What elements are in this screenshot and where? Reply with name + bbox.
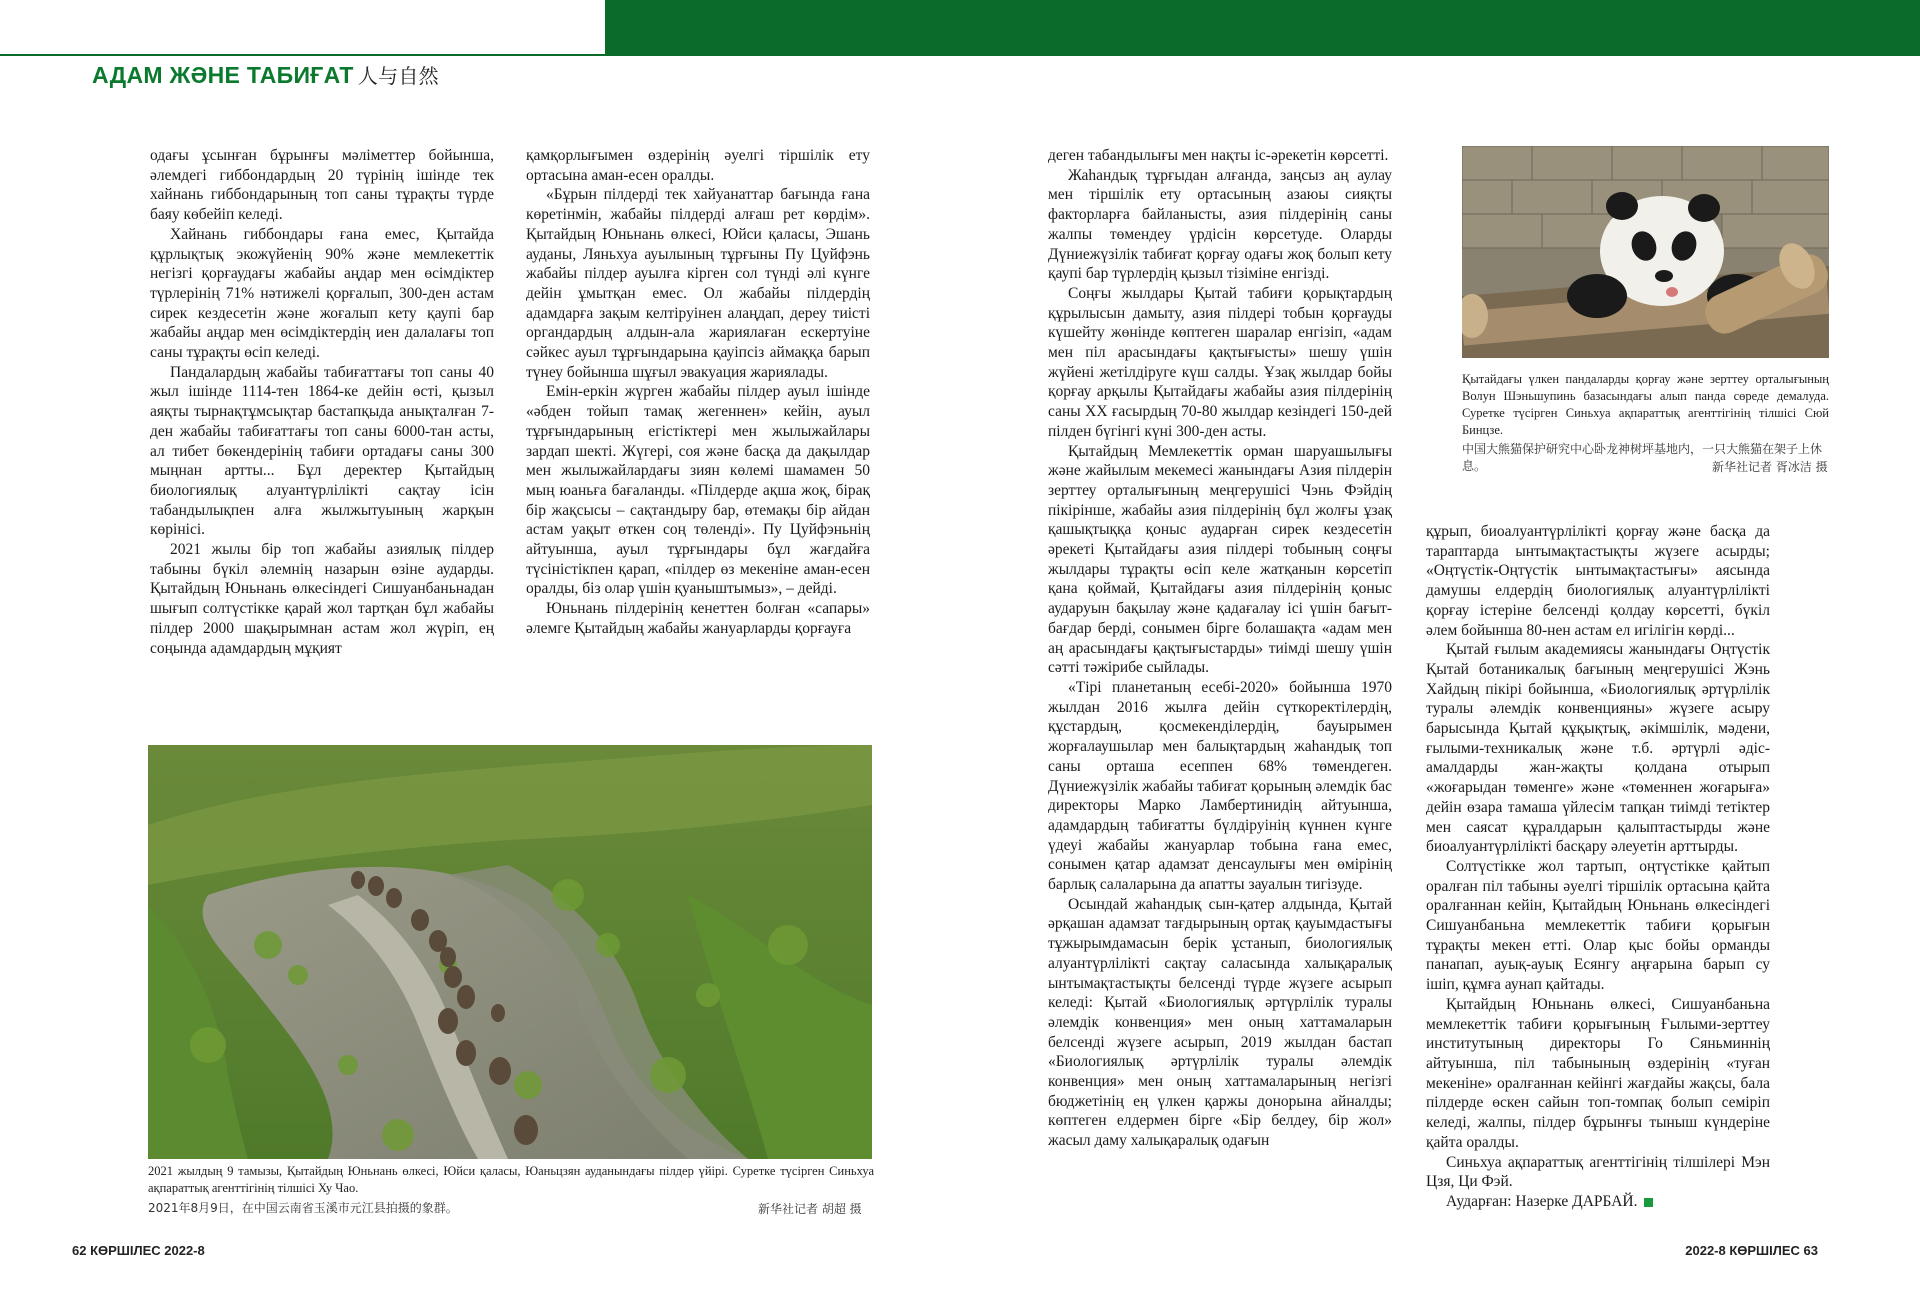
paragraph: 2021 жылы бір топ жабайы азиялық пілдер табыны бүкіл әлемнің назарын өзіне аударды. Қытайдың Юньнань өлкесіндегі Сишуанбаньнадан шығып солтүстікке қарай жол тартқан бұл жабайы пілдер 2000 шақырымнан астам жол жүріп, ең соңында адамдардың мұқият: [150, 541, 494, 657]
paragraph: Соңғы жылдары Қытай табиғи қорықтардың құрылысын дамыту, азия пілдері тобын қорғауды күшейту жөнінде көптеген шаралар енгізіп, «адам мен піл арасындағы қақтығысты» шешу үшін жүйені жетілдіруге күш салды. Ұзақ жылдар бойы қорғау арқылы Қытайдағы жабайы азия пілдерінің саны XX ғасырдың 70-80 жылдар кезіндегі 150-дей пілден бүгінгі күні 300-ден асты.: [1048, 284, 1392, 440]
text-column-1: [150, 146, 494, 664]
section-title-kz: АДАМ ЖӘНЕ ТАБИҒАТ: [92, 62, 354, 88]
paragraph: қамқорлығымен өздерінің әуелгі тіршілік ету ортасына аман-есен оралды.: [526, 147, 870, 184]
panda-caption-cn: 中国大熊猫保护研究中心卧龙神树坪基地内，一只大熊猫在架子上休息。: [1462, 442, 1823, 473]
paragraph: құрып, биоалуантүрлілікті қорғау және басқа да тараптарда ынтымақтастықты жүзеге асырды; «Оңтүстік-Оңтүстік ынтымақтастығы» аясында дамушы елдердің биологиялық алуантүрлілікті қорғау істеріне белсенді қолдау көрсетті, бүкіл әлем бойынша 80-нен астам ел игілігін көрді...: [1426, 523, 1770, 639]
header-green-bar: [605, 0, 1920, 56]
elephant-caption: 2021 жылдың 9 тамызы, Қытайдың Юньнань өлкесі, Юйси қаласы, Юаньцзян ауданындағы пілдер үйірі. Суретке түсірген Синьхуа ақпараттық агенттігінің тілшісі Ху Чао.: [148, 1164, 874, 1195]
elephant-herd-photo: [148, 745, 872, 1159]
paragraph: Қытайдың Мемлекеттік орман шаруашылығы және жайылым мекемесі жанындағы Азия пілдерін зерттеу орталығының меңгерушісі Чэнь Фэйдің пікірінше, жабайы азия пілдерінің бұл жолғы ұзақ қашықтыққа қоныс аударған сирек кездесетін әрекеті Қытайдағы азия пілдері тобының соңғы жылдары тұрақты өсіп келе жатқанын көрсетіп қана қоймай, Қытайдағы азия пілдерінің қоныс аударуын бақылау және қадағалау ісі үшін бағыт-бағдар берді, сонымен бірге болашақта «адам мен аң арасындағы қақтығыстарды» тиімді шешу үшін сәтті тәжірибе сыйлады.: [1048, 442, 1392, 677]
end-of-article-mark: [1644, 1198, 1653, 1207]
paragraph: Пандалардың жабайы табиғаттағы топ саны 40 жыл ішінде 1114-тен 1864-ке дейін өсті, қызыл аяқты тырнақтұмсықтар бастапқыда анықталған 7-ден жабайы табиғаттағы топ саны 6000-тан асты, ал тибет бөкендерінің табиғи ортадағы саны 300 мыңнан артты... Бұл деректер Қытайдың биологиялық алуантүрлілікті сақтау ісін табандылықпен алға жылжытуының жарқын көрінісі.: [150, 363, 494, 539]
panda-photo-credit: 新华社记者 胥冰洁 摄: [1712, 460, 1828, 474]
text-column-4: [1426, 522, 1770, 1216]
paragraph: Хайнань гиббондары ғана емес, Қытайда құрлықтық экожүйенің 90% және мемлекеттік негізгі қорғаудағы жабайы аңдар мен өсімдіктер түрлерінің 71% нәтижелі қорғалып, 300-ден астам сирек кездесетін және жоғалып кету қаупі бар жабайы аңдар мен өсімдіктердің иен далалағы топ саны тұрақты өсіп келеді.: [150, 225, 494, 362]
paragraph: Жаһандық тұрғыдан алғанда, заңсыз аң аулау мен тіршілік ету ортасының азаюы сияқты факторларға байланысты, азия пілдерінің саны жалпы төмендеу үрдісін көрсетуде. Оларды Дүниежүзілік табиғат қорғау одағы жоқ болып кету қаупі бар түрлердің қызыл тізіміне енгізді.: [1048, 166, 1392, 283]
section-title-cn: 人与自然: [357, 64, 439, 88]
paragraph: «Тірі планетаның есебі-2020» бойынша 1970 жылдан 2016 жылға дейін сүткоректілердің, құстардың, қосмекенділердің, бауырымен жорғалаушылар мен балықтардың жаһандық топ саны орташа есеппен 68% төмендеген. Дүниежүзілік жабайы табиғат қорының әлемдік бас директоры Марко Ламбертинидің айтуынша, адамдардың табиғатты бүлдіруінің күннен күнге үдеуі жабайы жануарлар тобына ғана емес, сонымен қатар адамзат денсаулығы мен өмірінің барлық салаларына да апатты зауалын тигізуде.: [1048, 678, 1392, 894]
section-title: [92, 60, 439, 90]
paragraph: Қытайдың Юньнань өлкесі, Сишуанбаньна мемлекеттік табиғи қорығының Ғылыми-зерттеу институтының директоры Го Сяньминнің айтуынша, піл табынының өздерінің «туған мекеніне» оралғаннан кейінгі жағдайы жақсы, бала пілдерде өскен сайын топ-томпақ болып семіріп келеді, жалпы, пілдер бұрынғы тыныш күндеріне қайта оралды.: [1426, 995, 1770, 1151]
paragraph: одағы ұсынған бұрынғы мәліметтер бойынша, әлемдегі гиббондардың 20 түрінің ішінде тек хайнань гиббондарының топ саны тұрақты түрде баяу көбейіп келеді.: [150, 147, 494, 224]
panda-caption: Қытайдағы үлкен пандаларды қорғау және зерттеу орталығының Волун Шэньшупинь базасындағы алып панда сөреде демалуда. Суретке түсірген Синьхуа ақпараттық агенттігінің тілшісі Сюй Бинцзе.: [1462, 372, 1829, 437]
elephant-caption-cn: 2021年8月9日，在中国云南省玉溪市元江县拍摄的象群。: [148, 1201, 458, 1215]
paragraph: Солтүстікке жол тартып, оңтүстікке қайтып оралған піл табыны әуелгі тіршілік ортасына қайта оралғаннан кейін, Қытайдың Юньнань өлкесіндегі Сишуанбаньна мемлекеттік табиғи қорығын тұрақты мекен етті. Олар қыс бойы орманды панапап, ауық-ауық Есянгу аңғарына барып су ішіп, құмға аунап қайтады.: [1426, 857, 1770, 994]
paragraph: Юньнань пілдерінің кенеттен болған «сапары» әлемге Қытайдың жабайы жануарларды қорғауға: [526, 600, 870, 637]
text-column-2: [526, 146, 870, 664]
header-rule: [0, 54, 605, 56]
paragraph: Емін-еркін жүрген жабайы пілдер ауыл ішінде «әбден тойып тамақ жегеннен» кейін, ауыл тұрғындарының егістіктері мен жылыжайлары зардап шекті. Жүгері, соя және басқа да дақылдар мен жылыжайлардағы зиян көлемі шамамен 50 мың юаньға бағаланды. «Пілдерде ақша жоқ, бірақ бір жақсысы – сақтандыру бар, өтемақы бір айдан астам уақыт өткен соң төленді». Пу Цуйфэньнің айтуынша, ауыл тұрғындары бұл жағдайға түсіністікпен қарап, «пілдер өз мекеніне аман-есен оралды, біз олар үшін қуаныштымыз», – дейді.: [526, 383, 870, 598]
elephant-photo-credit: 新华社记者 胡超 摄: [758, 1202, 862, 1216]
page-number-left: 62 КӨРШІЛЕС 2022-8: [72, 1243, 205, 1258]
paragraph: Синьхуа ақпараттық агенттігінің тілшілері Мэн Цзя, Ци Фэй.: [1426, 1153, 1770, 1191]
paragraph: деген табандылығы мен нақты іс-әрекетін көрсетті.: [1048, 147, 1389, 164]
panda-photo: [1462, 146, 1829, 358]
text-column-3: [1048, 146, 1392, 1216]
paragraph: «Бұрын пілдерді тек хайуанаттар бағында ғана көретінмін, жабайы пілдерді алғаш рет көрдім». Қытайдың Юньнань өлкесі, Юйси қаласы, Эшань ауданы, Ляньхуа ауылының тұрғыны Пу Цуйфэнь жабайы пілдер ауылға кірген сол түнді әлі күнге дейін ұмытқан емес. Ол жабайы пілдердің адамдарға зақым келтіруінен алаңдап, дереу тиісті органдардың алдын-ала жариялаған ескертуіне сәйкес ауыл тұрғындарына қауіпсіз аймаққа барып түнеу бойынша шұғыл эвакуация жариялады.: [526, 186, 870, 381]
page-number-right: 2022-8 КӨРШІЛЕС 63: [1685, 1243, 1818, 1258]
paragraph: Қытай ғылым академиясы жанындағы Оңтүстік Қытай ботаникалық бағының меңгерушісі Жэнь Хайдың пікірі бойынша, «Биологиялық әртүрлілік туралы әлемдік конвенцияны» жүзеге асыру барысында Қытай құқықтық, әкімшілік, мәдени, ғылыми-техникалық және т.б. әртүрлі әдіс-амалдарды жан-жақты қолдана отырып «жоғарыдан төменге» және «төменнен жоғарыға» дейін өзара тамаша үйлесім тапқан тиімді тетіктер мен саясат құралдарын қалыптастырды және биоалуантүрлілікті басқару әлеуетін арттырды.: [1426, 641, 1770, 856]
translator-credit: Аударған: Назерке ДАРБАЙ.: [1446, 1192, 1638, 1210]
paragraph: Осындай жаһандық сын-қатер алдында, Қытай әрқашан адамзат тағдырының ортақ қауымдастығы тұжырымдамасын берік ұстанып, биологиялық алуантүрлілікті сақтау саласында халықаралық ынтымақтастықты белсенді түрде жүзеге асырып келеді: Қытай «Биологиялық әртүрлілік туралы әлемдік конвенция» мен оның хаттамаларын белсенді жүзеге асырып, 2019 жылдан бастап «Биологиялық әртүрлілік туралы әлемдік конвенция» мен оның хаттамаларының негізгі бюджетінің ең үлкен қаржы донорына айналды; көптеген елдермен бірге «Бір белдеу, бір жол» жасыл даму халықаралық одағын: [1048, 895, 1392, 1150]
translator-line: [1426, 1192, 1770, 1212]
